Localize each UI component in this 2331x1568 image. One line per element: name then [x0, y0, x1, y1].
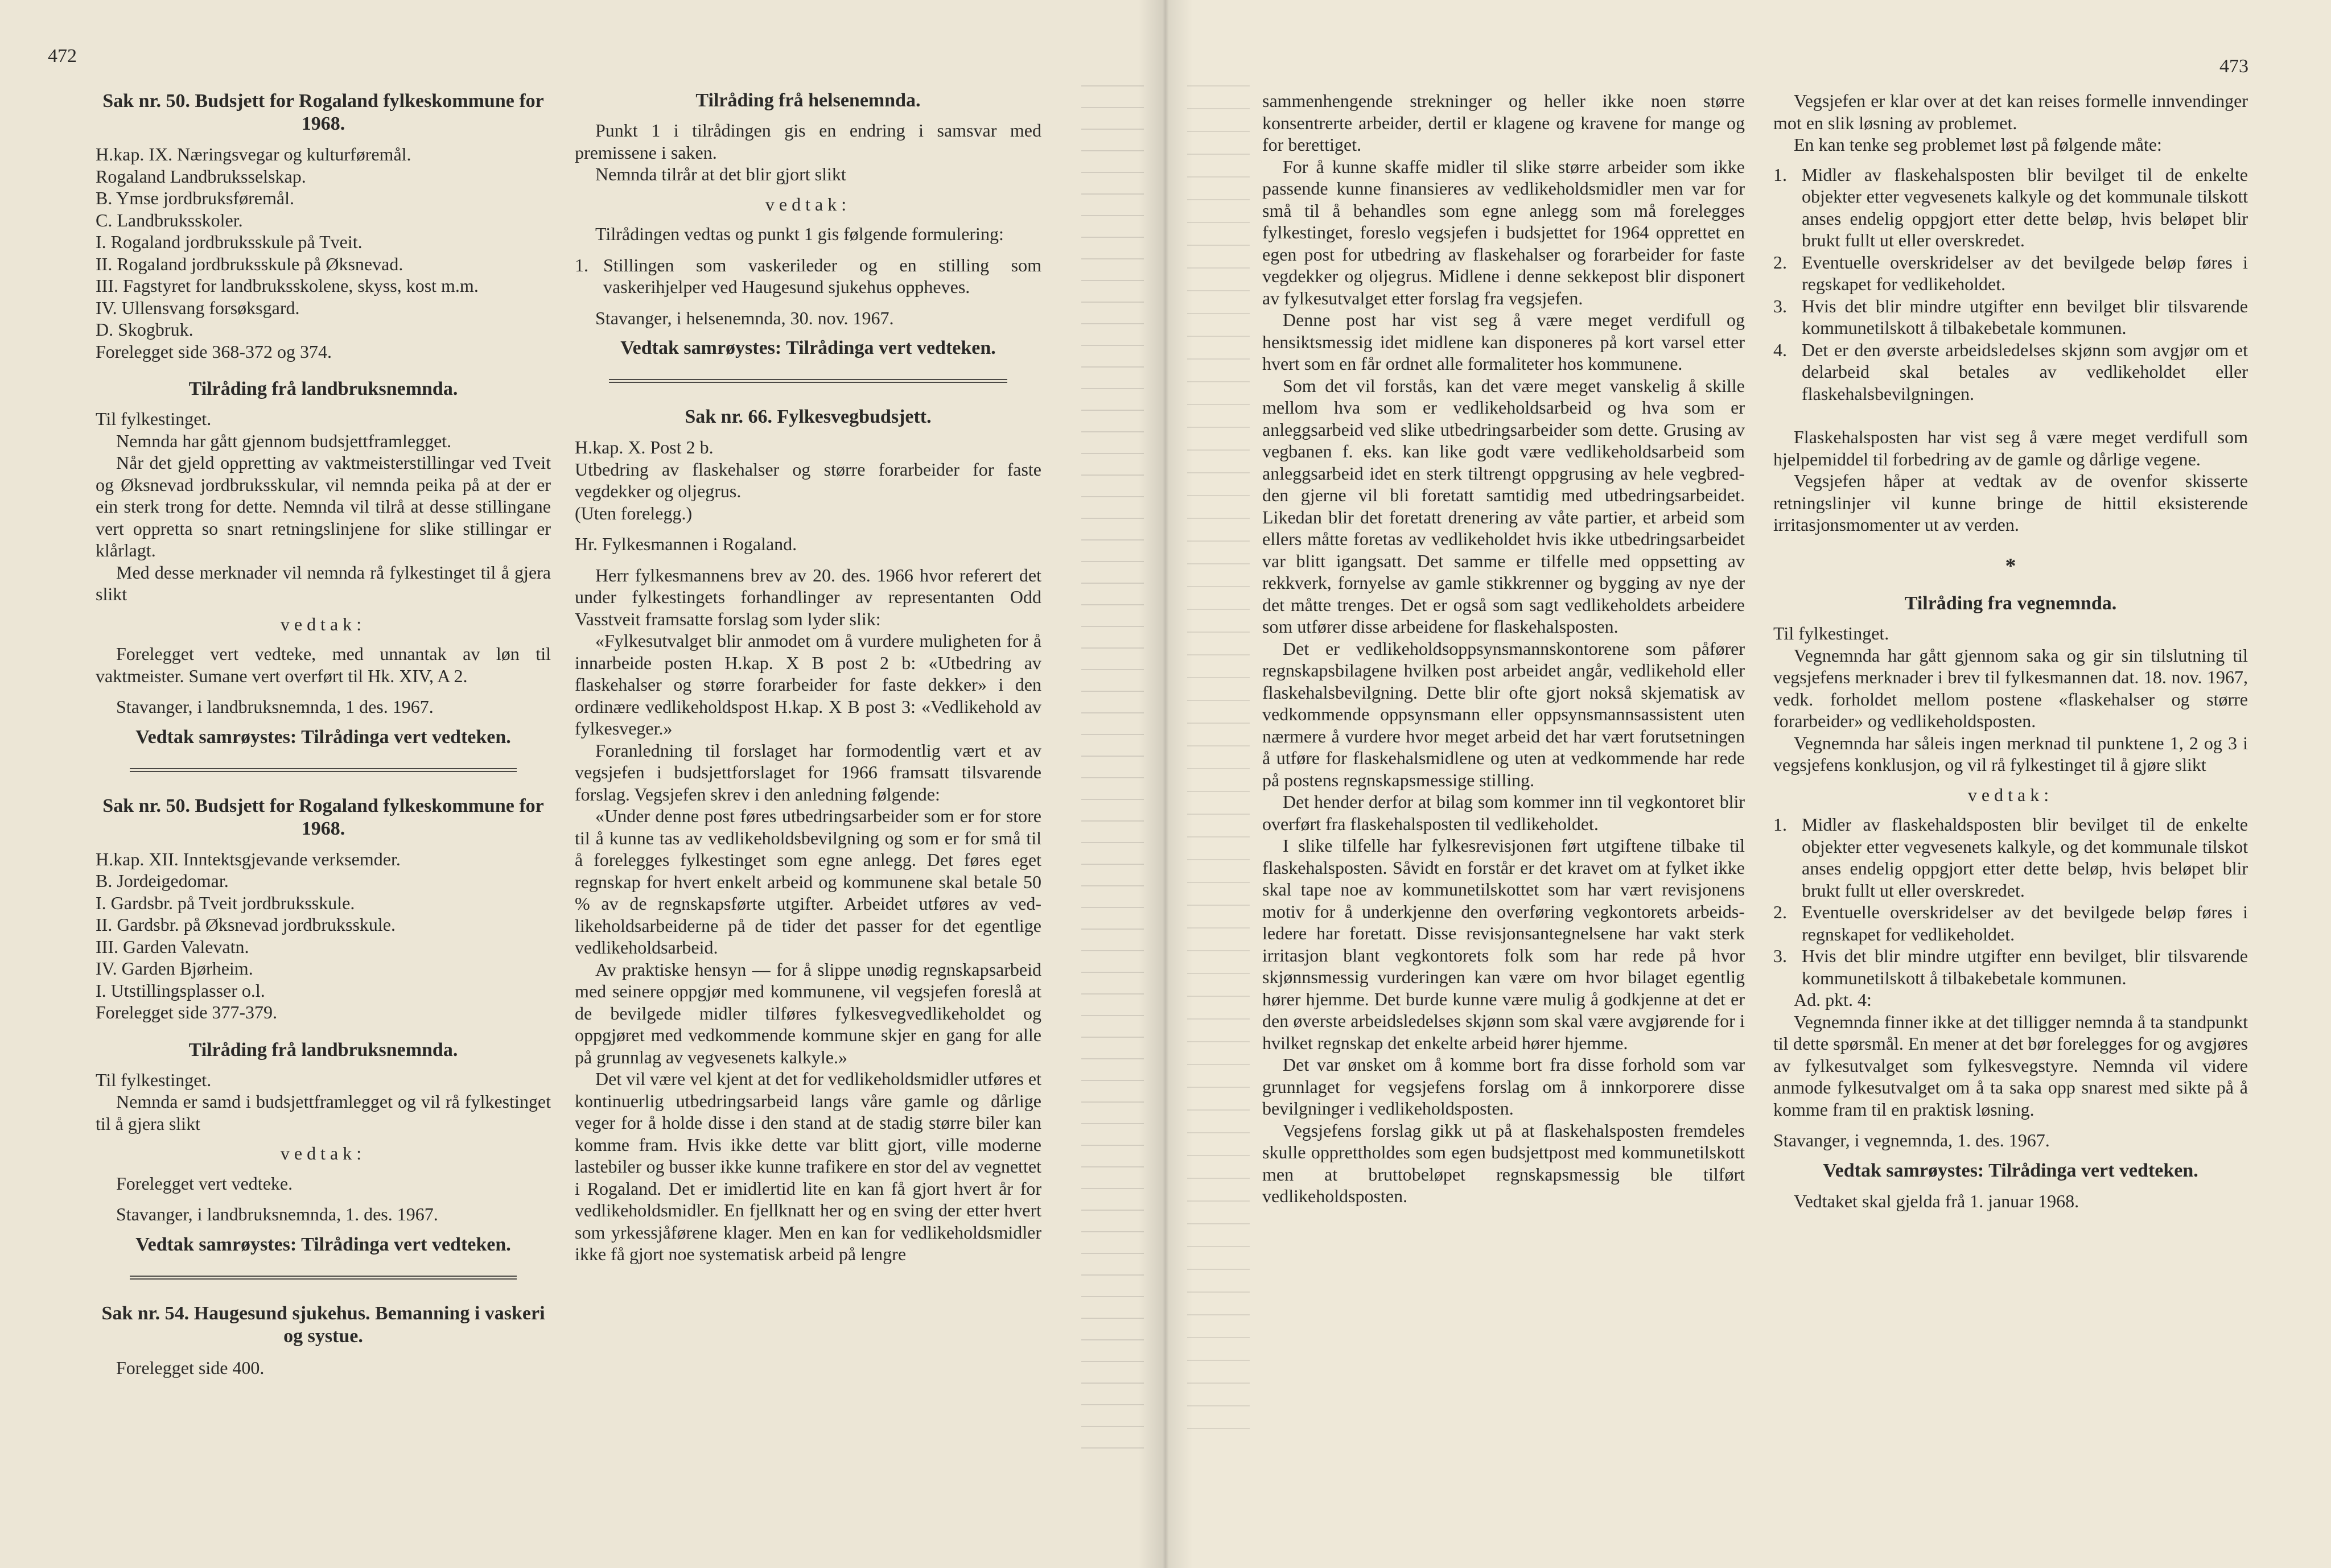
- paragraph: Vegsjefens forslag gikk ut på at flaskehalsposten fremdeles skulle opprettholdes som egen budsjettpost med kommunetilskott men at bruttobeløpet regnskapsmessig ble tilført vedlikeholdsposten.: [1262, 1120, 1745, 1206]
- section-divider: [130, 1276, 517, 1280]
- paragraph: Nemnda er samd i budsjettframlegget og vil rå fylkestinget til å gjera slikt: [96, 1091, 551, 1134]
- budget-line: I. Rogaland jordbruksskule på Tveit.: [96, 232, 363, 252]
- budget-line: III. Fagstyret for landbruksskolene, skyss, kost m.m.: [96, 275, 479, 296]
- result-line: Vedtak samrøystes: Tilrådinga vert vedteken.: [1823, 1160, 2198, 1181]
- list-item: [1773, 814, 2248, 901]
- list-text: Det er den øverste arbeidsledelses skjønn som avgjør om et delarbeid skal betales av vedlikeholdet eller flaskehalsbevilgningen.: [1802, 339, 2248, 404]
- paragraph: «Fylkesutvalget blir anmodet om å vurdere muligheten for å innarbeide posten H.kap. X B post 2 b: «Utbedring av flaskehalser og større forarbeider for faste dekker» i den ordinære vedlikeholdspost H.kap. X B post 3: «Vedlikehold av fylkesveger.»: [575, 630, 1041, 738]
- place-date: Stavanger, i vegnemnda, 1. des. 1967.: [1773, 1130, 2050, 1150]
- paragraph: I slike tilfelle har fylkesrevisjonen ført utgiftene tilbake til flaskehalsposten. Såvidt en forstår er det kravet om at fylket ikke skal tape noe av kommunetilskottet som har vært revisjonens motiv for å underkjenne den overføring vegkontorets arbeidsledere har foretatt. Disse revisjonsantegnelsene har vakt sterk irritasjon blant vegkontorets folk som har rede på hvor skjønnsmessig vurderingen kan være om hvor bilaget egentlig hører hjemme. Det burde kunne være mulig å godkjenne at det er den øverste arbeidsledelses skjønn som skal være avgjørende for i hvilket regnskap det enkelte arbeid hører hjemme.: [1262, 835, 1745, 1053]
- paragraph: Av praktiske hensyn — for å slippe unødig regnskapsarbeid med seinere oppgjør med kommunene, vil vegsjefen foreslå at de bevilgede midler tilføres fylkesvegvedlikeholdet og oppgjøret med vedkommende kommune skjer en gang for alle på grunnlag av vegvesenets kalkyle.»: [575, 959, 1041, 1067]
- budget-line: H.kap. X. Post 2 b.: [575, 437, 714, 457]
- vedtak-label: vedtak:: [1967, 784, 2054, 805]
- paragraph: En kan tenke seg problemet løst på følgende måte:: [1794, 134, 2162, 155]
- asterisk-separator: *: [2005, 554, 2016, 578]
- budget-line: H.kap. XII. Inntektsgjevande verksemder.: [96, 848, 401, 869]
- budget-line: Forelegget side 368-372 og 374.: [96, 341, 332, 362]
- budget-line: II. Rogaland jordbruksskule på Øksnevad.: [96, 253, 403, 274]
- list-item: [1773, 339, 2248, 405]
- budget-line: B. Jordeigedomar.: [96, 870, 229, 891]
- addressee: Til fylkestinget.: [96, 1069, 212, 1090]
- budget-line: (Uten forelegg.): [575, 502, 693, 523]
- proposal-list: [1773, 164, 2248, 405]
- budget-line: I. Gardsbr. på Tveit jordbruksskule.: [96, 892, 355, 913]
- budget-line: IV. Garden Bjørheim.: [96, 958, 253, 979]
- addressee: Til fylkestinget.: [96, 408, 212, 429]
- budget-line: II. Gardsbr. på Øksnevad jordbruksskule.: [96, 914, 396, 935]
- paragraph: Det vil være vel kjent at det for vedlikeholdsmidler utføres et kontinuerlig utbedringsarbeid langs våre gamle og dårlige veger for å holde disse i den stand at de stadig større biler kan komme fram. Hvis ikke dette var blitt gjort, ville moderne lastebiler og busser ikke kunne trafikere en stor del av vegnettet i Rogaland. Det er imidlertid lite en kan få gjort hvert år for vedlikeholdsmidler. En fjellknatt her og en sving der etter hvert som yrkessjåførene klager. Men en kan for vedlikeholdsmidler ikke få gjort noe systematisk arbeid på lengre: [575, 1068, 1041, 1264]
- paragraph: Foranledning til forslaget har formodentlig vært et av vegsjefen i budsjettforslaget for 1966 framsatt tilsvarende forslag. Vegsjefen skrev i den anledning følgende:: [575, 740, 1041, 804]
- paragraph: Med desse merknader vil nemnda rå fylkestinget til å gjera slikt: [96, 562, 551, 604]
- paragraph: Punkt 1 i tilrådingen gis en endring i samsvar med premissene i saken.: [575, 120, 1041, 163]
- section-heading: Tilråding frå landbruksnemnda.: [188, 1039, 458, 1061]
- list-item: [1773, 945, 2248, 989]
- list-item: [1773, 251, 2248, 295]
- paragraph: Vegsjefen håper at vedtak av de ovenfor skisserte retningslinjer vil kunne bringe de hittil eksisterende irritasjonsmomenter ut av verden.: [1773, 471, 2248, 535]
- paragraph: Det hender derfor at bilag som kommer inn til vegkontoret blir overført fra flaskehalsposten til vedlikeholdet.: [1262, 791, 1745, 834]
- reference: Forelegget side 400.: [116, 1357, 265, 1378]
- budget-lines: [96, 143, 551, 362]
- list-text: Eventuelle overskridelser av det bevilgede beløp føres i regskapet for vedlikeholdet.: [1802, 251, 2248, 294]
- section-heading: Tilråding frå landbruksnemnda.: [188, 378, 458, 399]
- column-4: [1773, 90, 2248, 1212]
- case-title: Sak nr. 66. Fylkesvegbudsjett.: [685, 406, 932, 427]
- decision-list: [1773, 814, 2248, 989]
- budget-line: IV. Ullensvang forsøksgard.: [96, 297, 300, 318]
- case-title: Sak nr. 54. Haugesund sjukehus. Bemanning i vaskeri og systue.: [101, 1302, 545, 1347]
- decision-text: Forelegget vert vedteke, med unnantak av løn til vaktmeister. Sumane vert overført til Hk. XIV, A 2.: [96, 643, 551, 686]
- paragraph: «Under denne post føres utbedringsarbeider som er for store til å kunne tas av vedlikeholdsbevilgning og som er for små til å forelegges fylkestinget som egne anlegg. Det føres eget regnskap for hvert enkelt arbeid og kommunene skal betale 50 % av de regnskapsførte utgifter. Arbeidet utføres av vedlikeholdsarbeiderne på de tider det passer for det egentlige vedlikeholdsarbeid.: [575, 806, 1041, 958]
- budget-line: Utbedring av flaskehalser og større forarbeider for faste vegdekker og oljegrus.: [575, 459, 1041, 501]
- paragraph: Det var ønsket om å komme bort fra disse forhold som var grunnlaget for vegsjefens forslag om å innkorporere disse bevilgninger i vedlikeholdsposten.: [1262, 1054, 1745, 1119]
- list-number: 2.: [1773, 902, 1787, 922]
- list-text: Stillingen som vaskerileder og en stilling som vaskerihjelper ved Haugesund sjukehus oppheves.: [603, 254, 1041, 297]
- list-number: 1.: [575, 254, 588, 275]
- point-label: Ad. pkt. 4:: [1794, 989, 1872, 1010]
- list-item: [1773, 295, 2248, 339]
- section-heading: Tilråding fra vegnemnda.: [1904, 593, 2117, 614]
- list-number: 1.: [1773, 814, 1787, 835]
- section-divider: [609, 379, 1007, 383]
- addressee: Til fylkestinget.: [1773, 623, 1889, 643]
- paragraph: Tilrådingen vedtas og punkt 1 gis følgende formulering:: [595, 224, 1004, 244]
- paragraph: Flaskehalsposten har vist seg å være meget verdifull som hjelpemiddel til forbedring av de gamle og dårlige vegene.: [1773, 427, 2248, 469]
- column-1: [96, 90, 551, 1379]
- list-text: Midler av flaskehalsposten blir bevilget til de enkelte objekter etter vegvesenets kalkyle og det kommunale tilskott anses endelig oppgjort etter dette beløp, hvis beløpet blir brukt fullt ut eller overskredet.: [1802, 164, 2248, 250]
- place-date: Stavanger, i helsenemnda, 30. nov. 1967.: [595, 307, 894, 328]
- budget-line: Rogaland Landbruksselskap.: [96, 166, 306, 187]
- budget-line: C. Landbruksskoler.: [96, 209, 243, 230]
- vedtak-label: vedtak:: [280, 1143, 366, 1163]
- list-text: Midler av flaskehaldsposten blir bevilget til de enkelte objekter etter vegvesenets kalkyle, og det kommunale tilskot anses endelig oppgjort etter dette beløp, hvis beløpet blir brukt fullt ut eller overskredet.: [1802, 814, 2248, 901]
- vedtak-label: vedtak:: [765, 193, 851, 214]
- budget-lines: [96, 848, 551, 1024]
- list-item: [575, 254, 1041, 298]
- list-number: 3.: [1773, 295, 1787, 316]
- column-3: [1262, 90, 1745, 1207]
- list-number: 2.: [1773, 251, 1787, 273]
- paragraph: Vegnemnda har gått gjennom saka og gir sin tilslutning til vegsjefens merknader i brev til fylkesmannen dat. 18. nov. 1967, vedk. forholdet mellom postene «flaskehalser og større forarbeider» og vedlikeholdsposten.: [1773, 645, 2248, 731]
- paragraph: Som det vil forstås, kan det være meget vanskelig å skille mellom hva som er vedlikeholdsarbeid og hva som er anleggsarbeid ved slike utbedringsarbeider som dette. Grusing av vegbanen f. eks. kan like godt være vedlikeholdsarbeid som anleggsarbeid idet en sterk tiltrengt oppgrusing av hele vegbredden gjerne vil bli foretatt samtidig med utbedringsarbeidet. Likedan blir det foretatt drenering av våte partier, et arbeid som ellers måtte foretas av vedlikeholdet hvis ikke utbedringsarbeidet var blitt igangsatt. Det samme er tilfelle med oppsetting av rekkverk, fornyelse av gamle stikkrenner og bygging av nye der det måtte trenges. Det er også som sagt vedlikeholdets arbeidere som utfører disse arbeidene for flaskehalsposten.: [1262, 375, 1745, 637]
- paragraph: Når det gjeld oppretting av vaktmeisterstillingar ved Tveit og Øksnevad jordbruksskular, vil nemnda peika på at der er ein sterk trong for dette. Nemnda vil tilrå at desse stillingane vert oppretta so snart retningslinjene for slike stillingar er klårlagt.: [96, 452, 551, 560]
- section-divider: [130, 768, 517, 772]
- paragraph: Nemnda har gått gjennom budsjettframlegget.: [116, 430, 452, 451]
- show-through-right: [1187, 85, 1250, 1451]
- paragraph: For å kunne skaffe midler til slike større arbeider som ikke passende kunne finansieres av vedlikeholdsmidler men var for små til å behandles som egne anlegg som må forelegges fylkestinget, foreslo vegsjefen i budsjettet for 1964 opprettet en egen post for utbedring av flaskehalser og forarbeider for faste vegdekker og oljegrus. Midlene i denne sekkepost blir disponert av fylkesutvalget etter forslag fra vegsjefen.: [1262, 156, 1745, 308]
- case-title: Sak nr. 50. Budsjett for Rogaland fylkeskommune for 1968.: [102, 795, 544, 839]
- list-text: Hvis det blir mindre utgifter enn bevilget blir tilsvarende kommunetilskott å tilbakebetale kommunen.: [1802, 295, 2248, 338]
- list-text: Eventuelle overskridelser av det bevilgede beløp føres i regnskapet for vedlikeholdet.: [1802, 902, 2248, 944]
- list-number: 4.: [1773, 339, 1787, 360]
- effective-date: Vedtaket skal gjelda frå 1. januar 1968.: [1794, 1190, 2079, 1211]
- place-date: Stavanger, i landbruksnemnda, 1 des. 1967.: [116, 696, 434, 717]
- place-date: Stavanger, i landbruksnemnda, 1. des. 1967.: [116, 1204, 438, 1224]
- budget-line: I. Utstillingsplasser o.l.: [96, 980, 265, 1001]
- section-heading: Tilråding frå helsenemnda.: [695, 90, 921, 111]
- result-line: Vedtak samrøystes: Tilrådinga vert vedteken.: [135, 726, 511, 748]
- paragraph: Vegnemnda har såleis ingen merknad til punktene 1, 2 og 3 i vegsjefens konklusjon, og vil rå fylkestinget til å gjøre slikt: [1773, 732, 2248, 775]
- paragraph: Denne post har vist seg å være meget verdifull og hensiktsmessig idet midlene kan disponeres på kort varsel etter hvert som en får ordnet alle formaliteter hos kommunene.: [1262, 310, 1745, 374]
- addressee: Hr. Fylkesmannen i Rogaland.: [575, 534, 797, 554]
- budget-line: III. Garden Valevatn.: [96, 936, 249, 957]
- list-number: 1.: [1773, 164, 1787, 185]
- paragraph: Vegsjefen er klar over at det kan reises formelle innvendinger mot en slik løsning av problemet.: [1773, 90, 2248, 133]
- list-item: [1773, 164, 2248, 251]
- page-number-right: 473: [2219, 56, 2248, 77]
- budget-line: H.kap. IX. Næringsvegar og kulturføremål.: [96, 144, 411, 164]
- column-2: [575, 90, 1041, 1265]
- page-number-left: 472: [48, 46, 77, 67]
- book-gutter: [1138, 0, 1193, 1568]
- case-title: Sak nr. 50. Budsjett for Rogaland fylkeskommune for 1968.: [102, 90, 544, 134]
- budget-line: B. Ymse jordbruksføremål.: [96, 188, 294, 208]
- budget-line: D. Skogbruk.: [96, 319, 193, 340]
- result-line: Vedtak samrøystes: Tilrådinga vert vedteken.: [135, 1233, 511, 1255]
- vedtak-label: vedtak:: [280, 613, 366, 634]
- paragraph: Nemnda tilrår at det blir gjort slikt: [595, 164, 846, 184]
- paragraph: Vegnemnda finner ikke at det tilligger nemnda å ta standpunkt til dette spørsmål. En mener at det bør forelegges for og avgjøres av fylkesutvalget som fylkesvegstyre. Nemnda vil videre anmode fylkesutvalget om å ta saka opp snarest med sikte på å komme fram til en praktisk løsning.: [1773, 1011, 2248, 1120]
- result-line: Vedtak samrøystes: Tilrådinga vert vedteken.: [620, 337, 996, 358]
- paragraph: sammenhengende strekninger og heller ikke noen større konsentrerte arbeider, dertil er klagene og kravene for mange og for berettiget.: [1262, 90, 1745, 155]
- paragraph: Herr fylkesmannens brev av 20. des. 1966 hvor referert det under fylkestingets forhandlinger av representanten Odd Vasstveit framsatte forslag som lyder slik:: [575, 564, 1041, 629]
- decision-text: Forelegget vert vedteke.: [116, 1173, 293, 1194]
- budget-line: Forelegget side 377-379.: [96, 1002, 278, 1022]
- paragraph: Det er vedlikeholdsoppsynsmannskontorene som påfører regnskapsbilagene hvilken post arbeidet angår, vedlikehold eller flaskehalsbevilgning. Dette blir ofte gjort nokså skjematisk av vedkommende oppsynsmann eller oppsynsmannsassistent uten nærmere å vurdere hvor meget arbeid det har vært forutsetningen å utføre for flaskehalsmidlene og uten at vedkommende har rede på postens regnskapsmessige stilling.: [1262, 638, 1745, 790]
- show-through-left: [1081, 85, 1144, 1451]
- list-text: Hvis det blir mindre utgifter enn bevilget, blir tilsvarende kommunetilskott å tilbakebetale kommunen.: [1802, 946, 2248, 988]
- list-number: 3.: [1773, 946, 1787, 966]
- list-item: [1773, 901, 2248, 945]
